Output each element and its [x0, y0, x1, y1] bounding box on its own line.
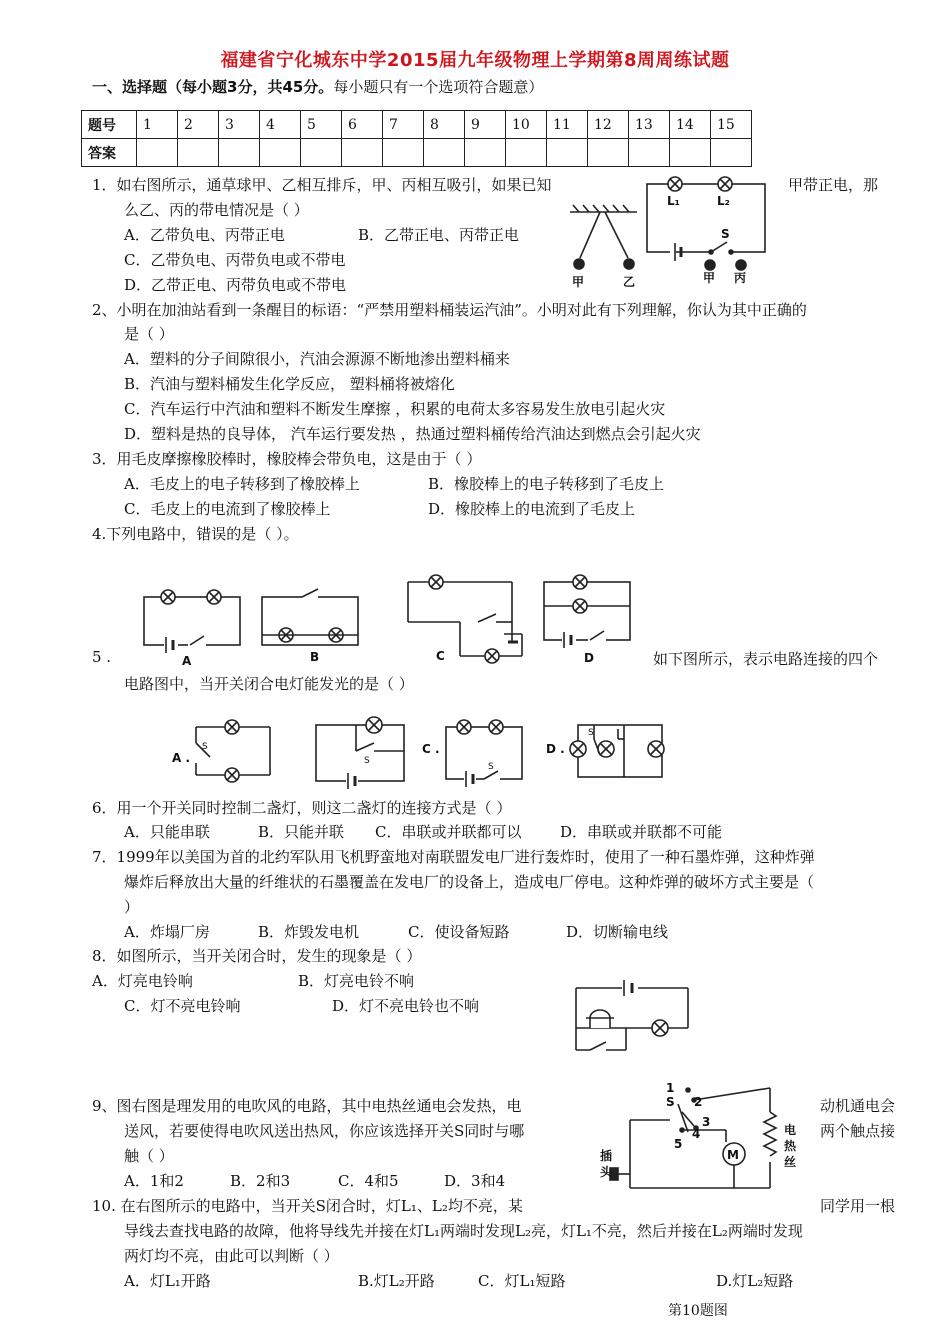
circuit-label: C — [436, 649, 445, 663]
answer-table-number-row — [82, 111, 752, 139]
answer-cell[interactable] — [506, 139, 547, 167]
q10-stem-b: 同学用一根 — [820, 1197, 896, 1215]
q9-stem-e: 触（ ） — [124, 1147, 174, 1165]
switch-contact — [709, 250, 713, 254]
motor-label: M — [727, 1148, 739, 1162]
thread-yi — [605, 212, 628, 258]
q6-option-c: C．串联或并联都可以 — [375, 823, 522, 841]
q9-option-d: D．3和4 — [444, 1172, 506, 1190]
answer-table — [81, 110, 752, 167]
thread-jia — [580, 212, 600, 258]
circuit-wire — [262, 597, 358, 645]
circuit-wire — [316, 725, 404, 781]
heater-label-1: 电 — [784, 1123, 797, 1137]
circuit-label: B — [310, 650, 320, 664]
ball-jia-2 — [705, 260, 715, 270]
heater-label-2: 热 — [784, 1139, 797, 1153]
answer-cell[interactable] — [260, 139, 301, 167]
hatch — [613, 205, 619, 212]
table-cell-number: 15 — [711, 111, 752, 139]
q5-stem-b: 电路图中，当开关闭合电灯能发光的是（ ） — [124, 675, 414, 693]
heater-label-3: 丝 — [784, 1155, 797, 1169]
q1-pith-ball-figure — [565, 200, 645, 290]
ball-yi — [624, 259, 634, 269]
q3-stem: 3．用毛皮摩擦橡胶棒时，橡胶棒会带负电，这是由于（ ） — [92, 450, 482, 468]
contact-label: 5 — [674, 1137, 683, 1151]
circuit-wire — [647, 184, 765, 252]
section-heading-main: 一、选择题（每小题3分，共45分。 — [92, 78, 334, 96]
q9-stem-a: 9、图右图是理发用的电吹风的电路，其中电热丝通电会发热，电 — [92, 1097, 522, 1115]
heater-coil-icon — [764, 1112, 776, 1156]
q10-stem-a: 10. 在右图所示的电路中，当开关S闭合时，灯L₁、L₂均不亮，某 — [92, 1197, 523, 1215]
table-cell-number: 6 — [342, 111, 383, 139]
circuit-label: C . — [422, 742, 440, 756]
q8-option-c: C．灯不亮电铃响 — [124, 997, 241, 1015]
answer-cell[interactable] — [424, 139, 465, 167]
table-header-answer: 答案 — [82, 139, 137, 167]
answer-cell[interactable] — [547, 139, 588, 167]
q5-circuit-c — [420, 715, 530, 790]
q4-circuit-a — [140, 585, 250, 667]
q5-stem-a: 如下图所示，表示电路连接的四个 — [653, 650, 879, 668]
ball-label-yi: 乙 — [623, 275, 636, 289]
ball-bing — [736, 260, 746, 270]
circuit-label: D — [584, 651, 594, 665]
q7-option-d: D．切断输电线 — [566, 923, 669, 941]
q5-circuit-d — [544, 715, 674, 790]
q2-option-d: D．塑料是热的良导体， 汽车运行要发热 ，热通过塑料桶传给汽油达到燃点会引起火灾 — [124, 425, 701, 443]
switch-contact — [729, 250, 733, 254]
switch-label-s: S — [721, 227, 730, 241]
q10-option-d: D.灯L₂短路 — [716, 1272, 794, 1290]
answer-cell[interactable] — [178, 139, 219, 167]
q10-stem-d: 两灯均不亮，由此可以判断（ ） — [124, 1247, 339, 1265]
table-cell-number: 14 — [670, 111, 711, 139]
hatch — [603, 205, 609, 212]
q4-circuit-d — [540, 572, 640, 672]
switch-label: S — [202, 742, 208, 752]
q2-stem-a: 2、小明在加油站看到一条醒目的标语：“严禁用塑料桶装运汽油”。小明对此有下列理解，你认为其中正确的 — [92, 301, 807, 319]
q10-option-a: A．灯L₁开路 — [124, 1272, 211, 1290]
switch-icon — [356, 743, 374, 751]
table-cell-number: 3 — [219, 111, 260, 139]
ball-label-jia-2: 甲 — [703, 271, 716, 285]
q7-stem-b: 爆炸后释放出大量的纤维状的石墨覆盖在发电厂的设备上，造成电厂停电。这种炸弹的破坏方式主要是（ — [124, 873, 815, 891]
q1-option-c: C．乙带负电、丙带负电或不带电 — [124, 251, 346, 269]
q6-option-b: B．只能并联 — [258, 823, 345, 841]
q9-stem-d: 两个触点接 — [820, 1122, 896, 1140]
table-header-number: 题号 — [82, 111, 137, 139]
circuit-label: A . — [172, 751, 191, 765]
q5-num: 5 . — [92, 648, 112, 666]
section-heading — [92, 76, 543, 97]
switch-label: S — [364, 756, 370, 766]
q2-option-c: C．汽车运行中汽油和塑料不断发生摩擦 ，积累的电荷太多容易发生放电引起火灾 — [124, 400, 666, 418]
q10-figure-caption: 第10题图 — [668, 1303, 728, 1319]
q9-option-b: B．2和3 — [230, 1172, 291, 1190]
contact-label: 3 — [702, 1115, 711, 1129]
q1-option-a: A．乙带负电、丙带正电 — [124, 226, 285, 244]
table-cell-number: 1 — [137, 111, 178, 139]
q5-circuit-a — [170, 715, 280, 790]
q2-stem-b: 是（ ） — [124, 325, 174, 343]
answer-cell[interactable] — [670, 139, 711, 167]
q8-stem: 8．如图所示，当开关闭合时，发生的现象是（ ） — [92, 947, 422, 965]
q9-hair-dryer-circuit — [598, 1082, 813, 1197]
q6-option-d: D．串联或并联都不可能 — [560, 823, 723, 841]
q9-option-a: A．1和2 — [124, 1172, 184, 1190]
answer-cell[interactable] — [711, 139, 752, 167]
q1-stem-b: 甲带正电，那 — [788, 176, 879, 194]
lamp-label-l1: L₁ — [667, 194, 680, 208]
table-cell-number: 2 — [178, 111, 219, 139]
q6-option-a: A．只能串联 — [124, 823, 210, 841]
table-cell-number: 8 — [424, 111, 465, 139]
q3-option-d: D．橡胶棒上的电流到了毛皮上 — [428, 500, 636, 518]
circuit-label: D . — [546, 742, 565, 756]
answer-cell[interactable] — [219, 139, 260, 167]
q7-option-b: B．炸毁发电机 — [258, 923, 360, 941]
q10-option-b: B.灯L₂开路 — [358, 1272, 435, 1290]
q10-option-c: C．灯L₁短路 — [478, 1272, 566, 1290]
answer-cell[interactable] — [588, 139, 629, 167]
table-cell-number: 4 — [260, 111, 301, 139]
q3-option-c: C．毛皮上的电流到了橡胶棒上 — [124, 500, 331, 518]
lamp-label-l2: L₂ — [717, 194, 730, 208]
q6-stem: 6．用一个开关同时控制二盏灯，则这二盏灯的连接方式是（ ） — [92, 799, 512, 817]
answer-cell[interactable] — [383, 139, 424, 167]
hatch — [593, 205, 599, 212]
ball-label-jia: 甲 — [572, 275, 585, 289]
contact-label: 2 — [694, 1095, 703, 1109]
q7-stem-a: 7．1999年以美国为首的北约军队用飞机野蛮地对南联盟发电厂进行轰炸时，使用了一种石墨炸弹，这种炸弹 — [92, 848, 815, 866]
q2-option-a: A．塑料的分子间隙很小，汽油会源源不断地渗出塑料桶来 — [124, 350, 510, 368]
section-heading-note: 每小题只有一个选项符合题意） — [333, 78, 544, 96]
q3-option-a: A．毛皮上的电子转移到了橡胶棒上 — [124, 475, 360, 493]
q3-option-b: B．橡胶棒上的电子转移到了毛皮上 — [428, 475, 665, 493]
ball-jia — [574, 259, 584, 269]
table-cell-number: 13 — [629, 111, 670, 139]
q1-stem-a: 1．如右图所示，通草球甲、乙相互排斥，甲、丙相互吸引，如果已知 — [92, 176, 552, 194]
hatch — [583, 205, 589, 212]
contact-label: 1 — [666, 1081, 675, 1095]
answer-cell[interactable] — [137, 139, 178, 167]
table-cell-number: 5 — [301, 111, 342, 139]
table-cell-number: 7 — [383, 111, 424, 139]
q8-circuit-figure — [570, 980, 695, 1060]
circuit-wire — [446, 727, 522, 779]
q7-stem-c: ） — [124, 898, 140, 916]
bell-icon — [590, 1010, 610, 1028]
q10-stem-c: 导线去查找电路的故障，他将导线先并接在灯L₁两端时发现L₂亮，灯L₁不亮，然后并接在L₂两端时发现 — [124, 1222, 803, 1240]
q2-option-b: B．汽油与塑料桶发生化学反应， 塑料桶将被熔化 — [124, 375, 455, 393]
answer-cell[interactable] — [301, 139, 342, 167]
q4-stem: 4.下列电路中，错误的是（ ）。 — [92, 525, 299, 543]
table-cell-number: 11 — [547, 111, 588, 139]
table-cell-number: 9 — [465, 111, 506, 139]
q9-option-c: C．4和5 — [338, 1172, 399, 1190]
q8-option-d: D．灯不亮电铃也不响 — [332, 997, 480, 1015]
q10-circuit-figure — [645, 176, 775, 286]
switch-label: S — [488, 762, 494, 772]
q8-option-a: A．灯亮电铃响 — [92, 972, 193, 990]
q1-stem-c: 么乙、丙的带电情况是（ ） — [124, 201, 309, 219]
switch-label: S — [588, 728, 594, 738]
table-cell-number: 12 — [588, 111, 629, 139]
q1-option-d: D．乙带正电、丙带负电或不带电 — [124, 276, 347, 294]
contact-dot — [680, 1128, 684, 1132]
table-cell-number: 10 — [506, 111, 547, 139]
answer-table-answer-row — [82, 139, 752, 167]
answer-cell[interactable] — [465, 139, 506, 167]
answer-cell[interactable] — [629, 139, 670, 167]
circuit-wire — [144, 597, 240, 645]
q9-stem-c: 送风，若要使得电吹风送出热风，你应该选择开关S同时与哪 — [124, 1122, 525, 1140]
plug-label-2: 头 — [600, 1165, 613, 1179]
q4-circuit-b — [258, 585, 368, 667]
switch-icon — [478, 614, 496, 622]
q8-option-b: B．灯亮电铃不响 — [298, 972, 415, 990]
circuit-wire — [694, 1088, 770, 1100]
q1-option-b: B．乙带正电、丙带正电 — [358, 226, 520, 244]
plug-label-1: 插 — [600, 1149, 613, 1163]
page-title: 福建省宁化城东中学2015届九年级物理上学期第8周周练试题 — [220, 50, 730, 71]
switch-label: S — [666, 1095, 675, 1109]
q7-option-a: A．炸塌厂房 — [124, 923, 210, 941]
q9-stem-b: 动机通电会 — [820, 1097, 896, 1115]
contact-label: 4 — [692, 1127, 701, 1141]
q4-circuit-c — [400, 572, 530, 672]
q5-circuit-b — [312, 715, 412, 790]
q7-option-c: C．使设备短路 — [408, 923, 510, 941]
ball-label-bing: 丙 — [734, 271, 747, 285]
contact-dot — [686, 1088, 690, 1092]
circuit-label: A — [182, 654, 192, 668]
hatch — [623, 205, 629, 212]
circuit-wire — [544, 582, 630, 640]
answer-cell[interactable] — [342, 139, 383, 167]
hatch — [573, 205, 579, 212]
